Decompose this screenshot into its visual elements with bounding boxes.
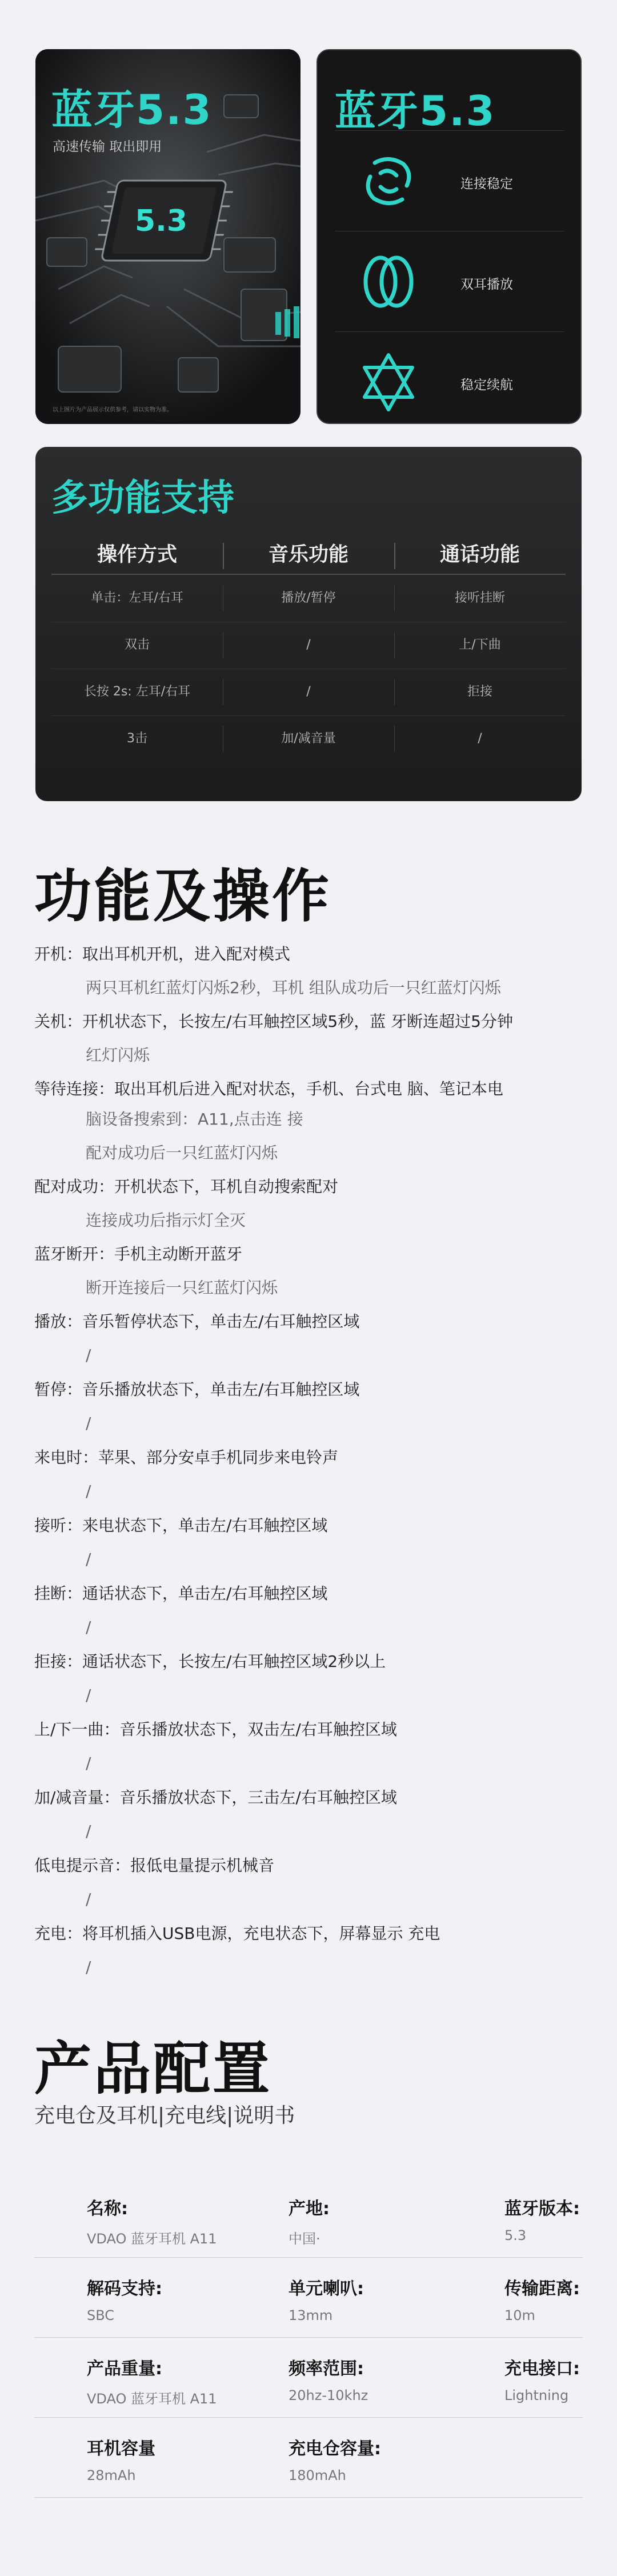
- operation-bluetooth-disconnect: 蓝牙断开：手机主动断开蓝牙: [34, 1245, 243, 1263]
- spec-value: 中国·: [289, 2231, 320, 2247]
- spec-value: 28mAh: [87, 2467, 136, 2483]
- operation-charging: 充电：将耳机插入USB电源，充电状态下，屏幕显示 充电: [34, 1924, 440, 1943]
- spec-name: [87, 2194, 217, 2247]
- operation-volume: 加/减音量：音乐播放状态下，三击左/右耳触控区域: [34, 1788, 397, 1807]
- table-row: [51, 715, 566, 762]
- operation-waiting-connection: 等待连接：取出耳机后进入配对状态，手机、台式电 脑、笔记本电: [34, 1079, 503, 1098]
- image-disclaimer: 以上图片为产品展示仅供参考，请以实物为准。: [53, 407, 173, 413]
- operation-note: /: [86, 1686, 91, 1705]
- spec-value: SBC: [87, 2307, 115, 2323]
- operation-note: /: [86, 1482, 91, 1501]
- cell-music: /: [306, 638, 311, 652]
- feature-battery-life: [335, 331, 564, 429]
- header-operation: 操作方式: [97, 543, 177, 566]
- spec-weight: [87, 2354, 217, 2407]
- spec-key: 名称:: [87, 2199, 128, 2219]
- stable-link-icon: [358, 150, 419, 212]
- header-call: 通话功能: [439, 543, 520, 566]
- operation-pairing-success: 配对成功：开机状态下，耳机自动搜索配对: [34, 1177, 339, 1196]
- operation-note: 断开连接后一只红蓝灯闪烁: [86, 1278, 278, 1297]
- table-row: [51, 669, 566, 716]
- spec-value: 180mAh: [289, 2467, 346, 2483]
- operation-note: /: [86, 1754, 91, 1773]
- cell-operation: 长按 2s: 左耳/右耳: [83, 685, 191, 699]
- spec-key: 充电接口:: [504, 2359, 580, 2379]
- spec-case-capacity: [289, 2434, 381, 2483]
- operation-pause: 暂停：音乐播放状态下，单击左/右耳触控区域: [34, 1380, 360, 1399]
- config-package-contents: 充电仓及耳机|充电线|说明书: [34, 2104, 295, 2127]
- operation-note: 两只耳机红蓝灯闪烁2秒，耳机 组队成功后一只红蓝灯闪烁: [86, 978, 501, 997]
- feature-label: 稳定续航: [460, 378, 513, 393]
- spec-row: [34, 2257, 583, 2338]
- cell-music: /: [306, 685, 311, 699]
- spec-key: 单元喇叭:: [289, 2279, 364, 2299]
- cell-operation: 3击: [127, 731, 147, 746]
- spec-key: 耳机容量: [87, 2439, 155, 2459]
- hexagram-icon: [358, 351, 419, 413]
- spec-earbud-capacity: [87, 2434, 155, 2483]
- feature-dual-play: [335, 231, 564, 332]
- operation-power-off: 关机：开机状态下，长按左/右耳触控区域5秒，蓝 牙断连超过5分钟: [34, 1012, 513, 1031]
- spec-value: 13mm: [289, 2307, 333, 2323]
- spec-value: Lightning: [504, 2387, 569, 2403]
- header-music: 音乐功能: [268, 543, 348, 566]
- operations-title: 功能及操作: [34, 863, 331, 930]
- operation-hang-up: 挂断：通话状态下，单击左/右耳触控区域: [34, 1584, 328, 1603]
- operation-note: /: [86, 1346, 91, 1365]
- operation-note: /: [86, 1414, 91, 1433]
- spec-value: 5.3: [504, 2227, 527, 2243]
- spec-frequency: [289, 2354, 368, 2403]
- multifunction-card: [35, 447, 582, 801]
- bluetooth-features-card: [316, 49, 582, 424]
- dual-ring-icon: [358, 251, 419, 313]
- operation-note: 红灯闪烁: [86, 1046, 150, 1065]
- operation-note: /: [86, 1958, 91, 1977]
- spec-key: 蓝牙版本:: [504, 2199, 580, 2219]
- cell-music: 播放/暂停: [281, 591, 336, 605]
- chip-label: 5.3: [134, 204, 188, 238]
- spec-codec: [87, 2274, 162, 2323]
- cell-call: /: [478, 731, 482, 746]
- spec-bluetooth-version: [504, 2194, 580, 2243]
- spec-key: 解码支持:: [87, 2279, 162, 2299]
- operation-note: /: [86, 1890, 91, 1909]
- spec-row: [34, 2417, 583, 2498]
- cell-operation: 双击: [124, 638, 150, 652]
- cell-call: 拒接: [467, 685, 492, 699]
- spec-key: 频率范围:: [289, 2359, 364, 2379]
- operation-answer: 接听：来电状态下，单击左/右耳触控区域: [34, 1516, 328, 1535]
- cell-operation: 单击：左耳/右耳: [91, 591, 183, 605]
- cell-music: 加/减音量: [281, 731, 336, 746]
- operation-note: /: [86, 1822, 91, 1841]
- cell-call: 上/下曲: [459, 638, 501, 652]
- feature-stable-connection: [335, 130, 564, 231]
- spec-driver-unit: [289, 2274, 364, 2323]
- spec-key: 产地:: [289, 2199, 330, 2219]
- operation-note: /: [86, 1550, 91, 1569]
- operation-play: 播放：音乐暂停状态下，单击左/右耳触控区域: [34, 1312, 360, 1331]
- spec-value: 20hz-10khz: [289, 2387, 368, 2403]
- operation-note: /: [86, 1618, 91, 1637]
- spec-value: VDAO 蓝牙耳机 A11: [87, 2391, 217, 2407]
- bluetooth-subtitle: 高速传输 取出即用: [53, 139, 162, 154]
- spec-range: [504, 2274, 580, 2323]
- spec-value: 10m: [504, 2307, 535, 2323]
- spec-value: VDAO 蓝牙耳机 A11: [87, 2231, 217, 2247]
- table-row: [51, 622, 566, 669]
- operation-track-skip: 上/下一曲：音乐播放状态下，双击左/右耳触控区域: [34, 1720, 397, 1739]
- spec-key: 充电仓容量:: [289, 2439, 381, 2459]
- config-title: 产品配置: [34, 2035, 272, 2102]
- spec-row: [34, 2337, 583, 2418]
- spec-origin: [289, 2194, 330, 2247]
- spec-key: 传输距离:: [504, 2279, 580, 2299]
- bluetooth-title: 蓝牙5.3: [51, 86, 213, 134]
- operation-note: 配对成功后一只红蓝灯闪烁: [86, 1143, 278, 1162]
- operation-incoming-call: 来电时：苹果、部分安卓手机同步来电铃声: [34, 1448, 339, 1467]
- feature-label: 连接稳定: [460, 177, 513, 191]
- operation-note: 脑设备搜索到：A11,点击连 接: [86, 1110, 303, 1129]
- feature-label: 双耳播放: [460, 277, 513, 292]
- bluetooth-features-title: 蓝牙5.3: [335, 87, 496, 135]
- table-row: [51, 575, 566, 622]
- spec-row: [34, 2177, 583, 2258]
- cell-call: 接听挂断: [454, 591, 505, 605]
- operation-power-on: 开机：取出耳机开机，进入配对模式: [34, 945, 291, 963]
- spec-charging-port: [504, 2354, 580, 2403]
- operation-low-battery: 低电提示音：报低电量提示机械音: [34, 1856, 275, 1875]
- multifunction-title: 多功能支持: [51, 477, 234, 519]
- table-header: [51, 536, 566, 575]
- spec-key: 产品重量:: [87, 2359, 162, 2379]
- operation-note: 连接成功后指示灯全灭: [86, 1211, 246, 1230]
- operation-reject: 拒接：通话状态下，长按左/右耳触控区域2秒以上: [34, 1652, 386, 1671]
- bluetooth-hero-card: [35, 49, 301, 424]
